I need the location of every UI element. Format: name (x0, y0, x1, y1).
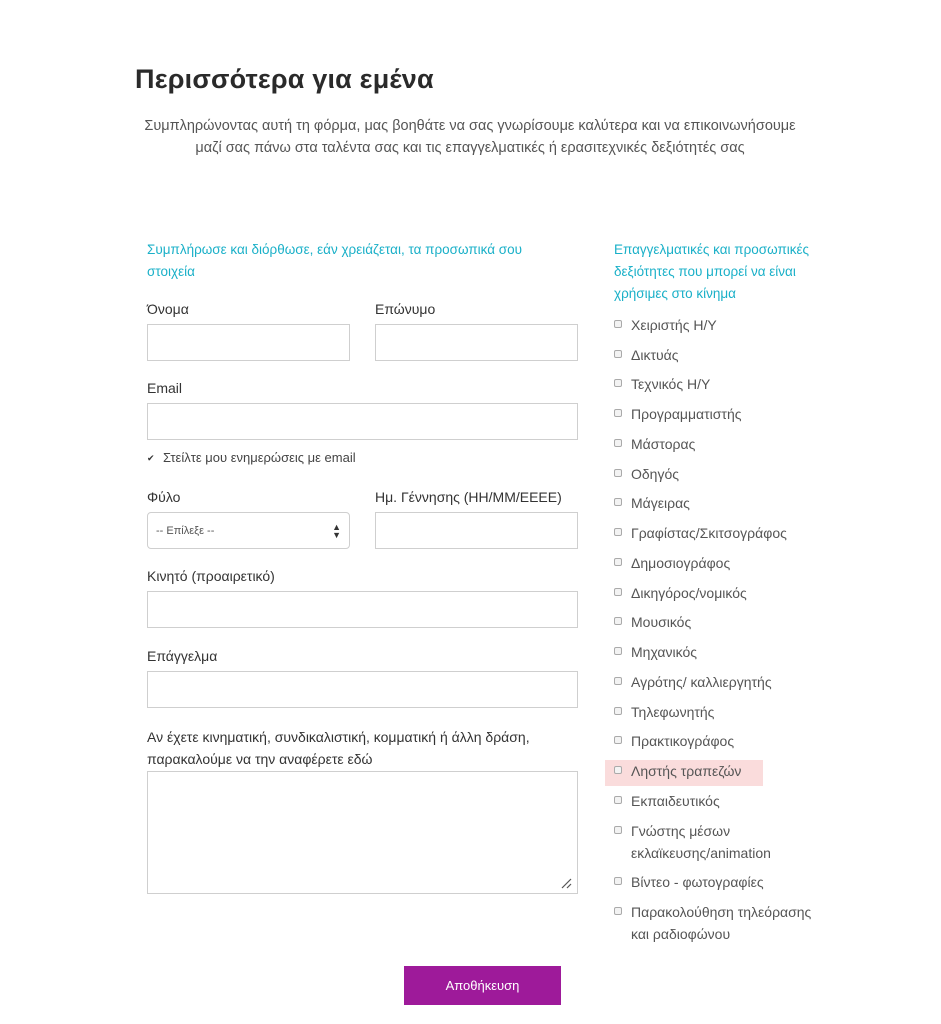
skill-item[interactable] (614, 344, 834, 366)
skill-label: Ληστής τραπεζών (631, 763, 742, 779)
gender-selected-value: -- Επίλεξε -- (156, 524, 215, 537)
skill-checkbox[interactable] (614, 617, 622, 625)
skill-checkbox[interactable] (614, 907, 622, 915)
skill-item-highlighted[interactable] (614, 760, 834, 782)
skill-label: Πρακτικογράφος (631, 733, 735, 749)
skill-checkbox[interactable] (614, 409, 622, 417)
skill-label: Δικηγόρος/νομικός (631, 584, 747, 601)
page-title: Περισσότερα για εμένα (135, 64, 434, 94)
skill-checkbox[interactable] (614, 528, 622, 536)
skill-label: Οδηγός (631, 465, 680, 482)
save-button[interactable]: Αποθήκευση (404, 966, 561, 1005)
personal-info-heading: Συμπλήρωσε και διόρθωσε, εάν χρειάζεται, τα προσωπικά σου στοιχεία (147, 242, 523, 279)
resize-handle-icon[interactable] (560, 877, 572, 889)
birthdate-label: Ημ. Γέννησης (ΗΗ/ΜΜ/ΕΕΕΕ) (375, 489, 562, 505)
skill-item[interactable] (614, 582, 834, 604)
gender-label: Φύλο (147, 489, 181, 505)
first-name-input[interactable] (147, 324, 350, 361)
skill-checkbox[interactable] (614, 320, 622, 328)
skill-label: Γραφίστας/Σκιτσογράφος (631, 525, 787, 541)
skill-item[interactable] (614, 790, 834, 812)
skill-checkbox[interactable] (614, 677, 622, 685)
skill-item[interactable] (614, 730, 834, 752)
skill-item[interactable] (614, 820, 804, 864)
profession-label: Επάγγελμα (147, 648, 218, 664)
skill-label: Δικτυάς (631, 346, 679, 363)
activity-label: Αν έχετε κινηματική, συνδικαλιστική, κομματική ή άλλη δράση, παρακαλούμε να την αναφέρετε εδώ (147, 729, 530, 767)
skills-heading: Επαγγελματικές και προσωπικές δεξιότητες που μπορεί να είναι χρήσιμες στο κίνημα (614, 242, 810, 301)
skill-label: Χειριστής Η/Υ (631, 317, 717, 333)
mobile-label: Κινητό (προαιρετικό) (147, 568, 275, 584)
skill-label: Μάστορας (631, 436, 696, 452)
skill-checkbox[interactable] (614, 647, 622, 655)
last-name-input[interactable] (375, 324, 578, 361)
skill-label: Βίντεο - φωτογραφίες (631, 874, 764, 890)
skill-label: Εκπαιδευτικός (631, 793, 720, 809)
newsletter-label: Στείλτε μου ενημερώσεις με email (163, 450, 356, 465)
skill-checkbox[interactable] (614, 766, 622, 774)
skill-checkbox[interactable] (614, 877, 622, 885)
skill-checkbox[interactable] (614, 736, 622, 744)
skill-item[interactable] (614, 492, 834, 514)
skill-label: Προγραμματιστής (631, 406, 742, 422)
skill-label: Μηχανικός (631, 644, 697, 660)
select-arrows-icon: ▲ ▼ (332, 521, 341, 540)
skill-item[interactable] (614, 463, 834, 485)
activity-textarea[interactable] (147, 771, 578, 894)
skill-item[interactable] (614, 901, 824, 945)
profession-input[interactable] (147, 671, 578, 708)
skill-label: Μάγειρας (631, 495, 690, 511)
last-name-label: Επώνυμο (375, 301, 436, 317)
skill-checkbox[interactable] (614, 796, 622, 804)
skill-checkbox[interactable] (614, 826, 622, 834)
skill-item[interactable] (614, 611, 834, 633)
skill-checkbox[interactable] (614, 439, 622, 447)
skill-checkbox[interactable] (614, 498, 622, 506)
birthdate-input[interactable] (375, 512, 578, 549)
skill-item[interactable] (614, 552, 834, 574)
newsletter-option[interactable] (147, 450, 356, 465)
skill-label: Αγρότης/ καλλιεργητής (631, 674, 772, 690)
skill-item[interactable] (614, 373, 834, 395)
intro-text: Συμπληρώνοντας αυτή τη φόρμα, μας βοηθάτε να σας γνωρίσουμε καλύτερα και να επικοινωνήσουμε μαζί σας πάνω στα ταλέντα σας και τις επαγγελματικές ή ερασιτεχνικές δεξιότητές σας (144, 118, 796, 156)
skill-label: Δημοσιογράφος (631, 555, 731, 571)
skill-label: Τηλεφωνητής (631, 703, 715, 720)
skill-item[interactable] (614, 671, 834, 693)
email-label: Email (147, 380, 183, 396)
skill-checkbox[interactable] (614, 469, 622, 477)
email-input[interactable] (147, 403, 578, 440)
skill-item[interactable] (614, 871, 834, 893)
skill-item[interactable] (614, 403, 834, 425)
skill-label: Γνώστης μέσων εκλαϊκευσης/animation (631, 822, 771, 861)
gender-select[interactable] (147, 512, 350, 549)
newsletter-checkbox[interactable]: ✔ (147, 452, 155, 463)
skill-item[interactable] (614, 433, 834, 455)
skill-label: Παρακολούθηση τηλεόρασης και ραδιοφώνου (631, 904, 812, 942)
skill-label: Μουσικός (631, 614, 692, 630)
skill-item[interactable] (614, 641, 834, 663)
first-name-label: Όνομα (147, 301, 189, 317)
mobile-input[interactable] (147, 591, 578, 628)
skill-checkbox[interactable] (614, 379, 622, 387)
skill-item[interactable] (614, 314, 834, 336)
skill-label: Τεχνικός Η/Υ (631, 376, 711, 392)
skill-checkbox[interactable] (614, 588, 622, 596)
skill-checkbox[interactable] (614, 558, 622, 566)
skill-item[interactable] (614, 701, 834, 723)
skill-checkbox[interactable] (614, 350, 622, 358)
skill-item[interactable] (614, 522, 834, 544)
skill-checkbox[interactable] (614, 707, 622, 715)
